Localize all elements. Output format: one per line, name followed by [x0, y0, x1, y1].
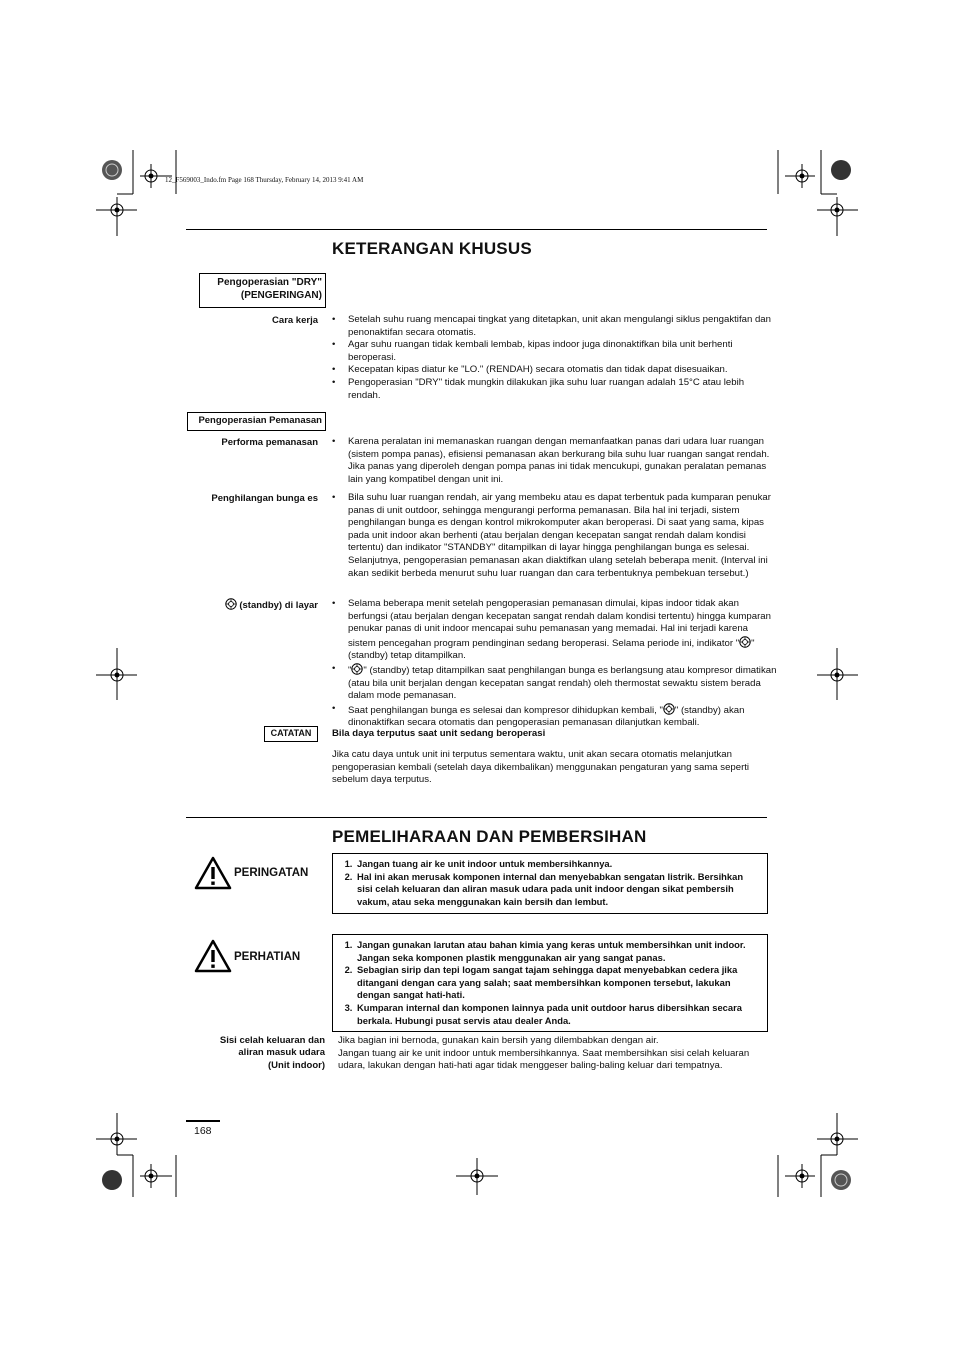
standby-icon	[351, 663, 363, 675]
standby-icon	[225, 598, 237, 610]
list-item: • Kecepatan kipas diatur ke "LO." (RENDAH) secara otomatis dan tidak dapat disesuaikan.	[348, 364, 778, 377]
vent-label: Sisi celah keluaran dan aliran masuk udara (Unit indoor)	[219, 1035, 325, 1071]
standby-display-label: (standby) di layar	[225, 598, 318, 612]
section-title-special-notes: KETERANGAN KHUSUS	[332, 239, 532, 258]
list-item: • Agar suhu ruangan tidak kembali lembab, kipas indoor juga dinonaktifkan bila unit berhenti beroperasi.	[348, 339, 778, 364]
heating-performance-list	[332, 436, 778, 486]
caution-box	[332, 934, 768, 1032]
caution-label: PERHATIAN	[234, 951, 301, 963]
vent-text: Jika bagian ini bernoda, gunakan kain bersih yang dilembabkan dengan air. Jangan tuang air ke unit indoor untuk membersihkannya. Saat membersihkan sisi celah keluaran udara, lakukan dengan hati-hati agar tidak menggeser baling-baling keluar dari tempatnya.	[338, 1035, 750, 1072]
list-item: • Pengoperasian "DRY" tidak mungkin dilakukan jika suhu luar ruangan adalah 15°C atau lebih rendah.	[348, 377, 778, 402]
note-label: CATATAN	[264, 726, 318, 742]
list-item: • Setelah suhu ruang mencapai tingkat yang ditetapkan, unit akan mengulangi siklus pengaktifan dan penonaktifan secara otomatis.	[348, 314, 778, 339]
section-divider	[186, 229, 767, 230]
list-item: • Karena peralatan ini memanaskan ruangan dengan memanfaatkan panas dari udara luar ruangan (sistem pompa panas), efisiensi pemanasan akan berkurang bila suhu luar ruangan sangat rendah. Jika panas yang diperoleh dengan pompa panas ini tidak mencukupi, gunakan peralatan pemanas lain yang kompatibel dengan unit ini.	[348, 436, 778, 486]
warning-label: PERINGATAN	[234, 867, 309, 879]
caution-triangle-icon	[194, 939, 232, 973]
page-number-rule	[186, 1120, 220, 1122]
list-item: • Saat penghilangan bunga es selesai dan kompresor dihidupkan kembali, " " (standby) akan dinonaktifkan secara otomatis dan pengoperasian pemanasan dilanjutkan kembali.	[348, 703, 778, 730]
list-item: • Bila suhu luar ruangan rendah, air yang membeku atau es dapat terbentuk pada kumparan penukar panas di unit outdoor, sehingga mengurangi performa pemanasan. Bila hal ini terjadi, sistem penghilangan bunga es dengan kontrol mikrokomputer akan beroperasi. Di saat yang sama, kipas pada unit indoor akan berhenti (atau berjalan dengan kecepatan sangat rendah dalam kondisi tertentu) dan indikator "STANDBY" ditampilkan di layar hingga penghilangan bunga es selesai. Selanjutnya, pengoperasian pemanasan akan diaktifkan ulang setelah beberapa menit. (Interval ini akan sedikit berbeda menurut suhu luar ruangan dan cara terbentuknya pembekuan tersebut.)	[348, 492, 778, 580]
section-title-maintenance: PEMELIHARAAN DAN PEMBERSIHAN	[332, 827, 647, 846]
list-item: 1. Jangan tuang air ke unit indoor untuk membersihkannya.	[355, 858, 761, 871]
section-divider	[186, 817, 767, 818]
page-number: 168	[194, 1125, 212, 1137]
warning-triangle-icon	[194, 856, 232, 890]
dry-how-it-works-label: Cara kerja	[272, 315, 318, 326]
standby-icon	[739, 636, 751, 648]
file-header: 12_F569003_Indo.fm Page 168 Thursday, February 14, 2013 9:41 AM	[165, 176, 364, 184]
heating-operation-label: Pengoperasian Pemanasan	[187, 412, 326, 431]
note-heading: Bila daya terputus saat unit sedang beroperasi	[332, 728, 546, 739]
list-item: • Selama beberapa menit setelah pengoperasian pemanasan dimulai, kipas indoor tidak akan berfungsi (atau berjalan dengan kecepatan sangat rendah dalam kondisi tertentu) hingga kumparan penukar panas di unit indoor mencapai suhu pemanasan yang memadai. Hal ini terjadi karena sistem pencegahan program pendinginan sedang beroperasi. Selama periode ini, indikator " " (standby) tetap ditampilkan.	[348, 598, 778, 663]
list-item: 1. Jangan gunakan larutan atau bahan kimia yang keras untuk membersihkan unit indoor. Jangan seka komponen plastik menggunakan air yang sangat panas.	[355, 939, 761, 964]
list-item: 2. Hal ini akan merusak komponen internal dan menyebabkan sengatan listrik. Bersihkan sisi celah keluaran dan aliran masuk udara pada unit indoor dengan sikat pembersih vakum, atau seka menggunakan kain bersih dan lembut.	[355, 871, 761, 909]
defrost-label: Penghilangan bunga es	[211, 493, 318, 504]
dry-operation-label: Pengoperasian "DRY" (PENGERINGAN)	[199, 273, 326, 308]
defrost-list	[332, 492, 778, 580]
note-text: Jika catu daya untuk unit ini terputus sementara waktu, unit akan secara otomatis melanjutkan pengoperasian kembali (setelah daya dikembalikan) menggunakan pengaturan yang sama seperti sebelum daya terputus.	[332, 749, 750, 786]
dry-items-list	[332, 314, 778, 402]
list-item: 3. Kumparan internal dan komponen lainnya pada unit outdoor harus dibersihkan secara berkala. Hubungi pusat servis atau dealer Anda.	[355, 1002, 761, 1027]
list-item: 2. Sebagian sirip dan tepi logam sangat tajam sehingga dapat menyebabkan cedera jika ditangani dengan cara yang salah; saat membersihkan komponen tersebut, lakukan dengan sangat hati-hati.	[355, 964, 761, 1002]
standby-icon	[663, 703, 675, 715]
standby-list	[332, 598, 778, 730]
heating-performance-label: Performa pemanasan	[221, 437, 318, 448]
warning-box	[332, 853, 768, 914]
list-item: • " " (standby) tetap ditampilkan saat penghilangan bunga es berlangsung atau kompresor dimatikan (atau bila unit berjalan dengan kecepatan sangat rendah) oleh thermostat sewaktu sistem berada dalam mode pemanasan.	[348, 663, 778, 703]
